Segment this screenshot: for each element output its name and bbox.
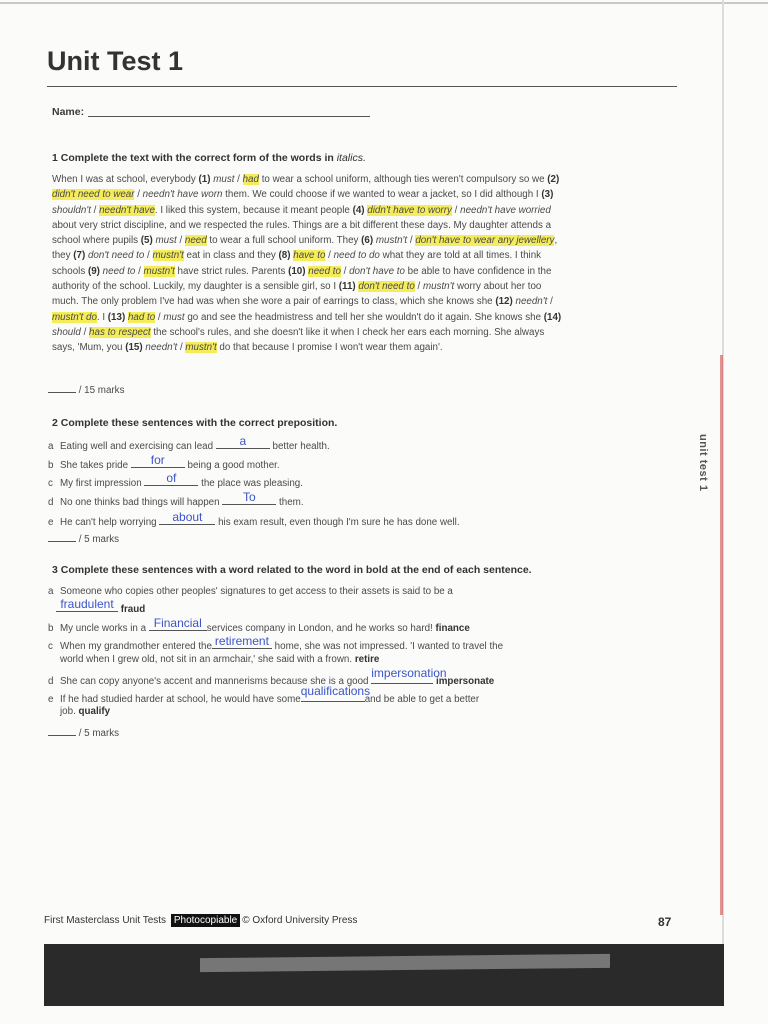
q1-marks-text: / 15 marks bbox=[78, 385, 125, 396]
q3-item-b bbox=[48, 616, 470, 634]
item-text: being a good mother. bbox=[187, 460, 280, 471]
name-field[interactable] bbox=[88, 116, 370, 117]
root-word: qualify bbox=[78, 706, 111, 717]
handwritten-answer: Financial bbox=[153, 616, 202, 630]
item-text: No one thinks bad things will happen bbox=[60, 497, 220, 508]
item-letter: b bbox=[48, 460, 54, 471]
q1-marks bbox=[48, 385, 124, 396]
q2-marks-text: / 5 marks bbox=[78, 534, 120, 545]
title-divider bbox=[47, 86, 677, 87]
answer-blank[interactable] bbox=[222, 490, 276, 505]
q3-item-e-line2 bbox=[60, 706, 110, 717]
q2-marks bbox=[48, 534, 119, 545]
item-text: Someone who copies other peoples' signatures to get access to their assets is said to be a bbox=[60, 586, 453, 597]
answer-blank[interactable] bbox=[149, 616, 207, 631]
q3-marks-text: / 5 marks bbox=[78, 728, 120, 739]
item-letter: e bbox=[48, 517, 54, 528]
item-letter: a bbox=[48, 586, 54, 597]
item-letter: d bbox=[48, 497, 54, 508]
item-text: them. bbox=[279, 497, 304, 508]
q1-heading bbox=[52, 152, 612, 164]
answer-blank[interactable] bbox=[159, 510, 215, 525]
root-word: finance bbox=[435, 623, 470, 634]
page-number: 87 bbox=[658, 915, 672, 929]
page-title: Unit Test 1 bbox=[47, 46, 184, 76]
handwritten-answer: about bbox=[172, 510, 203, 524]
root-word: retire bbox=[354, 654, 380, 665]
q2-item-d bbox=[48, 490, 304, 508]
footer-publisher: © Oxford University Press bbox=[242, 915, 358, 926]
item-text: My first impression bbox=[60, 478, 142, 489]
q3-item-c bbox=[48, 634, 504, 652]
q2-score-blank[interactable] bbox=[48, 541, 76, 542]
q3-item-a-line2 bbox=[56, 599, 145, 615]
handwritten-answer: fraudulent bbox=[60, 597, 114, 611]
item-text: He can't help worrying bbox=[60, 517, 157, 528]
item-letter: c bbox=[48, 478, 53, 489]
footer-book-title: First Masterclass Unit Tests bbox=[44, 915, 167, 926]
q2-item-b bbox=[48, 453, 280, 471]
answer-blank[interactable] bbox=[371, 666, 447, 684]
item-text: When my grandmother entered the bbox=[60, 641, 212, 652]
item-letter: b bbox=[48, 623, 54, 634]
item-text: his exam result, even though I'm sure he has done well. bbox=[218, 517, 460, 528]
handwritten-answer: a bbox=[239, 434, 247, 448]
item-text: better health. bbox=[272, 441, 330, 452]
q3-item-e bbox=[48, 684, 480, 705]
name-label: Name: bbox=[52, 106, 85, 118]
q3-heading: 3 Complete these sentences with a word related to the word in bold at the end of each sentence. bbox=[52, 564, 532, 576]
root-word: fraud bbox=[120, 604, 146, 615]
q2-item-e bbox=[48, 510, 460, 528]
handwritten-answer: for bbox=[150, 453, 165, 467]
answer-blank[interactable] bbox=[144, 471, 198, 486]
q3-item-c-line2 bbox=[60, 654, 379, 665]
q1-score-blank[interactable] bbox=[48, 392, 76, 393]
side-accent-bar bbox=[720, 355, 723, 915]
q1-heading-text: 1 Complete the text with the correct form of the words in bbox=[52, 152, 334, 164]
photocopiable-badge: Photocopiable bbox=[171, 914, 240, 927]
item-text: She can copy anyone's accent and mannerisms because she is a good bbox=[60, 676, 369, 687]
scan-dark-band bbox=[44, 944, 724, 1006]
q1-passage: When I was at school, everybody (1) must / had to wear a school uniform, although ties weren't compulsory so we (2) didn't need to wear / needn't have worn them. We could choose if we wanted to wear a jacket, so I did although I (3) shouldn't / needn't have. I liked this system, because it meant people (4) didn't have to worry / needn't have worried about very strict discipline, and we respected the rules. Things are a bit different these days. My daughter attends a school where pupils (5) must / need to wear a full school uniform. They (6) mustn't / don't have to wear any jewellery, they (7) don't need to / mustn't eat in class and they (8) have to / need to do what they are told at all times. I think schools (9) need to / mustn't have strict rules. Parents (10) need to / don't have to be able to have confidence in the authority of the school. Luckily, my daughter is a sensible girl, so I (11) don't need to / mustn't worry about her too much. The only problem I've had was when she wore a pair of earrings to class, which she knows she (12) needn't / mustn't do. I (13) had to / must go and see the headmistress and tell her she wouldn't do it again. She knows she (14) should / has to respect the school's rules, and she doesn't like it when I check her ears each morning. She always says, 'Mum, you (15) needn't / mustn't do that because I promise I won't wear them again'. bbox=[52, 174, 562, 354]
answer-blank[interactable] bbox=[212, 634, 272, 649]
item-text: Eating well and exercising can lead bbox=[60, 441, 214, 452]
handwritten-answer: qualifications bbox=[300, 684, 371, 698]
q2-item-c bbox=[48, 471, 303, 489]
item-text: home, she was not impressed. 'I wanted to travel the bbox=[274, 641, 504, 652]
side-label: unit test 1 bbox=[697, 434, 709, 492]
handwritten-answer: To bbox=[242, 490, 256, 504]
item-text: world when I grew old, not sit in an armchair,' she said with a frown. bbox=[60, 654, 353, 665]
answer-blank[interactable] bbox=[300, 684, 371, 702]
q3-item-d bbox=[48, 666, 495, 687]
handwritten-answer: impersonation bbox=[371, 666, 447, 680]
answer-blank[interactable] bbox=[56, 599, 118, 612]
q3-score-blank[interactable] bbox=[48, 735, 76, 736]
handwritten-answer: retirement bbox=[214, 634, 269, 648]
q2-item-a bbox=[48, 434, 330, 452]
item-text: She takes pride bbox=[60, 460, 129, 471]
item-letter: c bbox=[48, 641, 53, 652]
answer-blank[interactable] bbox=[216, 434, 270, 449]
item-text: the place was pleasing. bbox=[201, 478, 303, 489]
item-letter: d bbox=[48, 676, 54, 687]
q3-item-a bbox=[48, 586, 453, 597]
footer bbox=[44, 915, 357, 926]
handwritten-answer: of bbox=[166, 471, 177, 485]
answer-blank[interactable] bbox=[131, 453, 185, 468]
q1-heading-italic: italics. bbox=[336, 152, 366, 164]
q2-heading: 2 Complete these sentences with the correct preposition. bbox=[52, 417, 338, 429]
top-rule bbox=[0, 2, 768, 4]
item-text: job. bbox=[60, 706, 76, 717]
q3-marks bbox=[48, 728, 119, 739]
item-letter: a bbox=[48, 441, 54, 452]
item-letter: e bbox=[48, 694, 54, 705]
item-text: services company in London, and he works so hard! bbox=[206, 623, 433, 634]
root-word: impersonate bbox=[435, 676, 495, 687]
item-text: and be able to get a better bbox=[364, 694, 480, 705]
item-text: My uncle works in a bbox=[60, 623, 147, 634]
item-text: If he had studied harder at school, he would have some bbox=[60, 694, 301, 705]
name-row bbox=[52, 106, 370, 118]
